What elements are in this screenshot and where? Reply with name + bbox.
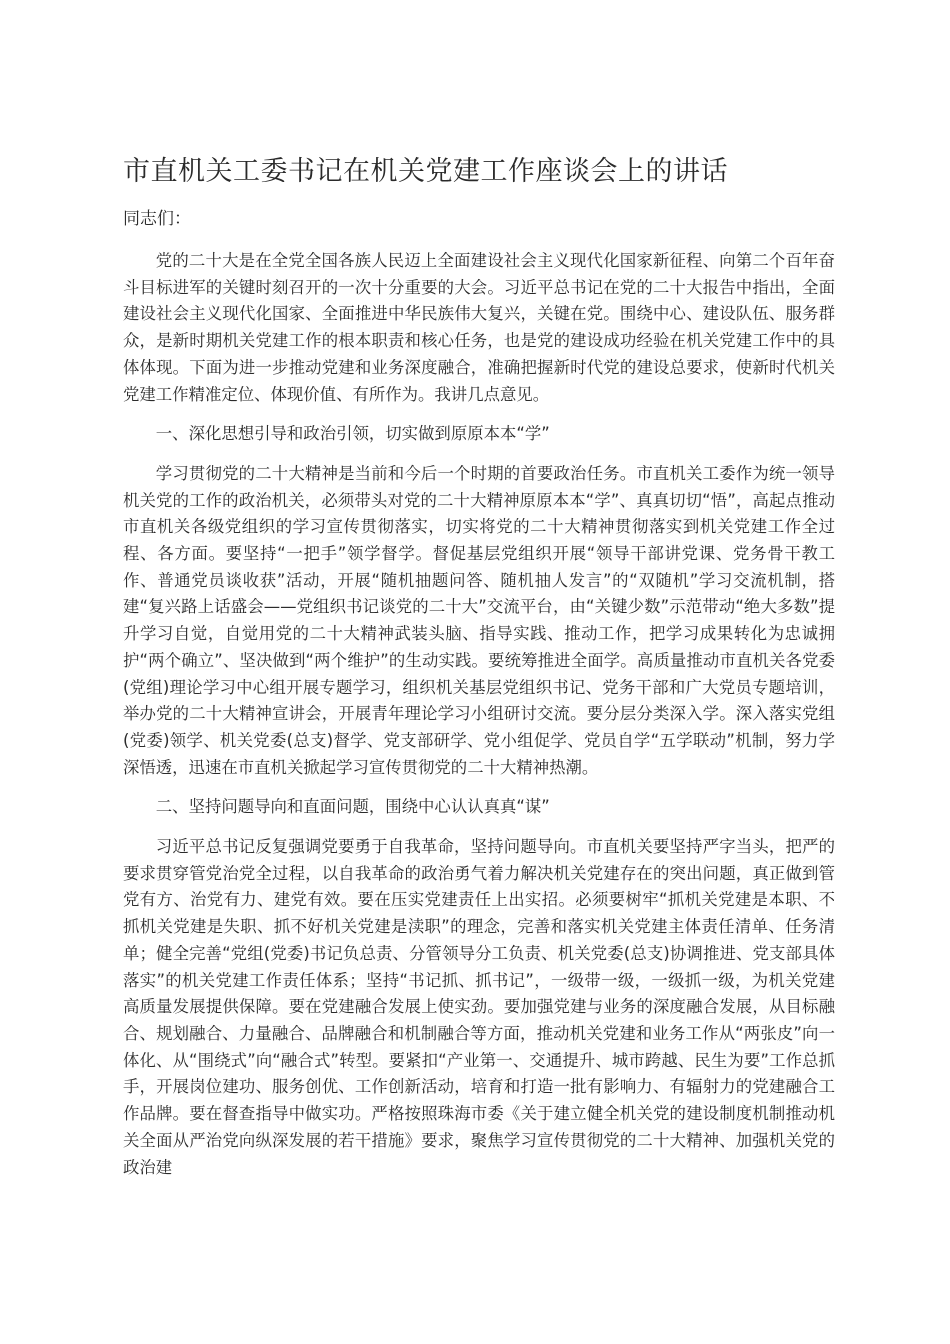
section-1-paragraph: 学习贯彻党的二十大精神是当前和今后一个时期的首要政治任务。市直机关工委作为统一领导机关党的工作的政治机关，必须带头对党的二十大精神原原本本“学”、真真切切“悟”，高起点推动市直机关各级党组织的学习宣传贯彻落实，切实将党的二十大精神贯彻落实到机关党建工作全过程、各方面。要坚持“一把手”领学督学。督促基层党组织开展“领导干部讲党课、党务骨干教工作、普通党员谈收获”活动，开展“随机抽题问答、随机抽人发言”的“双随机”学习交流机制，搭建“复兴路上话盛会——党组织书记谈党的二十大”交流平台，由“关键少数”示范带动“绝大多数”提升学习自觉，自觉用党的二十大精神武装头脑、指导实践、推动工作，把学习成果转化为忠诚拥护“两个确立”、坚决做到“两个维护”的生动实践。要统筹推进全面学。高质量推动市直机关各党委(党组)理论学习中心组开展专题学习，组织机关基层党组织书记、党务干部和广大党员专题培训，举办党的二十大精神宣讲会，开展青年理论学习小组研讨交流。要分层分类深入学。深入落实党组(党委)领学、机关党委(总支)督学、党支部研学、党小组促学、党员自学“五学联动”机制，努力学深悟透，迅速在市直机关掀起学习宣传贯彻党的二十大精神热潮。 <box>123 463 835 777</box>
section-1-heading: 一、深化思想引导和政治引领，切实做到原原本本“学” <box>155 424 550 444</box>
section-2-paragraph: 习近平总书记反复强调党要勇于自我革命，坚持问题导向。市直机关要坚持严字当头，把严的要求贯穿管党治党全过程，以自我革命的政治勇气着力解决机关党建存在的突出问题，真正做到管党有方、治党有力、建党有效。要在压实党建责任上出实招。必须要树牢“抓机关党建是本职、不抓机关党建是失职、抓不好机关党建是渎职”的理念，完善和落实机关党建主体责任清单、任务清单；健全完善“党组(党委)书记负总责、分管领导分工负责、机关党委(总支)协调推进、党支部具体落实”的机关党建工作责任体系；坚持“书记抓、抓书记”，一级带一级，一级抓一级，为机关党建高质量发展提供保障。要在党建融合发展上使实劲。要加强党建与业务的深度融合发展，从目标融合、规划融合、力量融合、品牌融合和机制融合等方面，推动机关党建和业务工作从“两张皮”向一体化、从“围绕式”向“融合式”转型。要紧扣“产业第一、交通提升、城市跨越、民生为要”工作总抓手，开展岗位建功、服务创优、工作创新活动，培育和打造一批有影响力、有辐射力的党建融合工作品牌。要在督查指导中做实功。严格按照珠海市委《关于建立健全机关党的建设制度机制推动机关全面从严治党向纵深发展的若干措施》要求，聚焦学习宣传贯彻党的二十大精神、加强机关党的政治建 <box>123 837 835 1177</box>
salutation: 同志们： <box>123 209 191 229</box>
intro-paragraph: 党的二十大是在全党全国各族人民迈上全面建设社会主义现代化国家新征程、向第二个百年奋斗目标进军的关键时刻召开的一次十分重要的大会。习近平总书记在党的二十大报告中指出，全面建设社会主义现代化国家、全面推进中华民族伟大复兴，关键在党。围绕中心、建设队伍、服务群众，是新时期机关党建工作的根本职责和核心任务，也是党的建设成功经验在机关党建工作中的具体体现。下面为进一步推动党建和业务深度融合，准确把握新时代党的建设总要求，使新时代机关党建工作精准定位、体现价值、有所作为。我讲几点意见。 <box>123 251 835 404</box>
section-2-heading: 二、坚持问题导向和直面问题，围绕中心认认真真“谋” <box>155 797 550 817</box>
document-page <box>123 152 835 1194</box>
document-title: 市直机关工委书记在机关党建工作座谈会上的讲话 <box>123 156 728 187</box>
